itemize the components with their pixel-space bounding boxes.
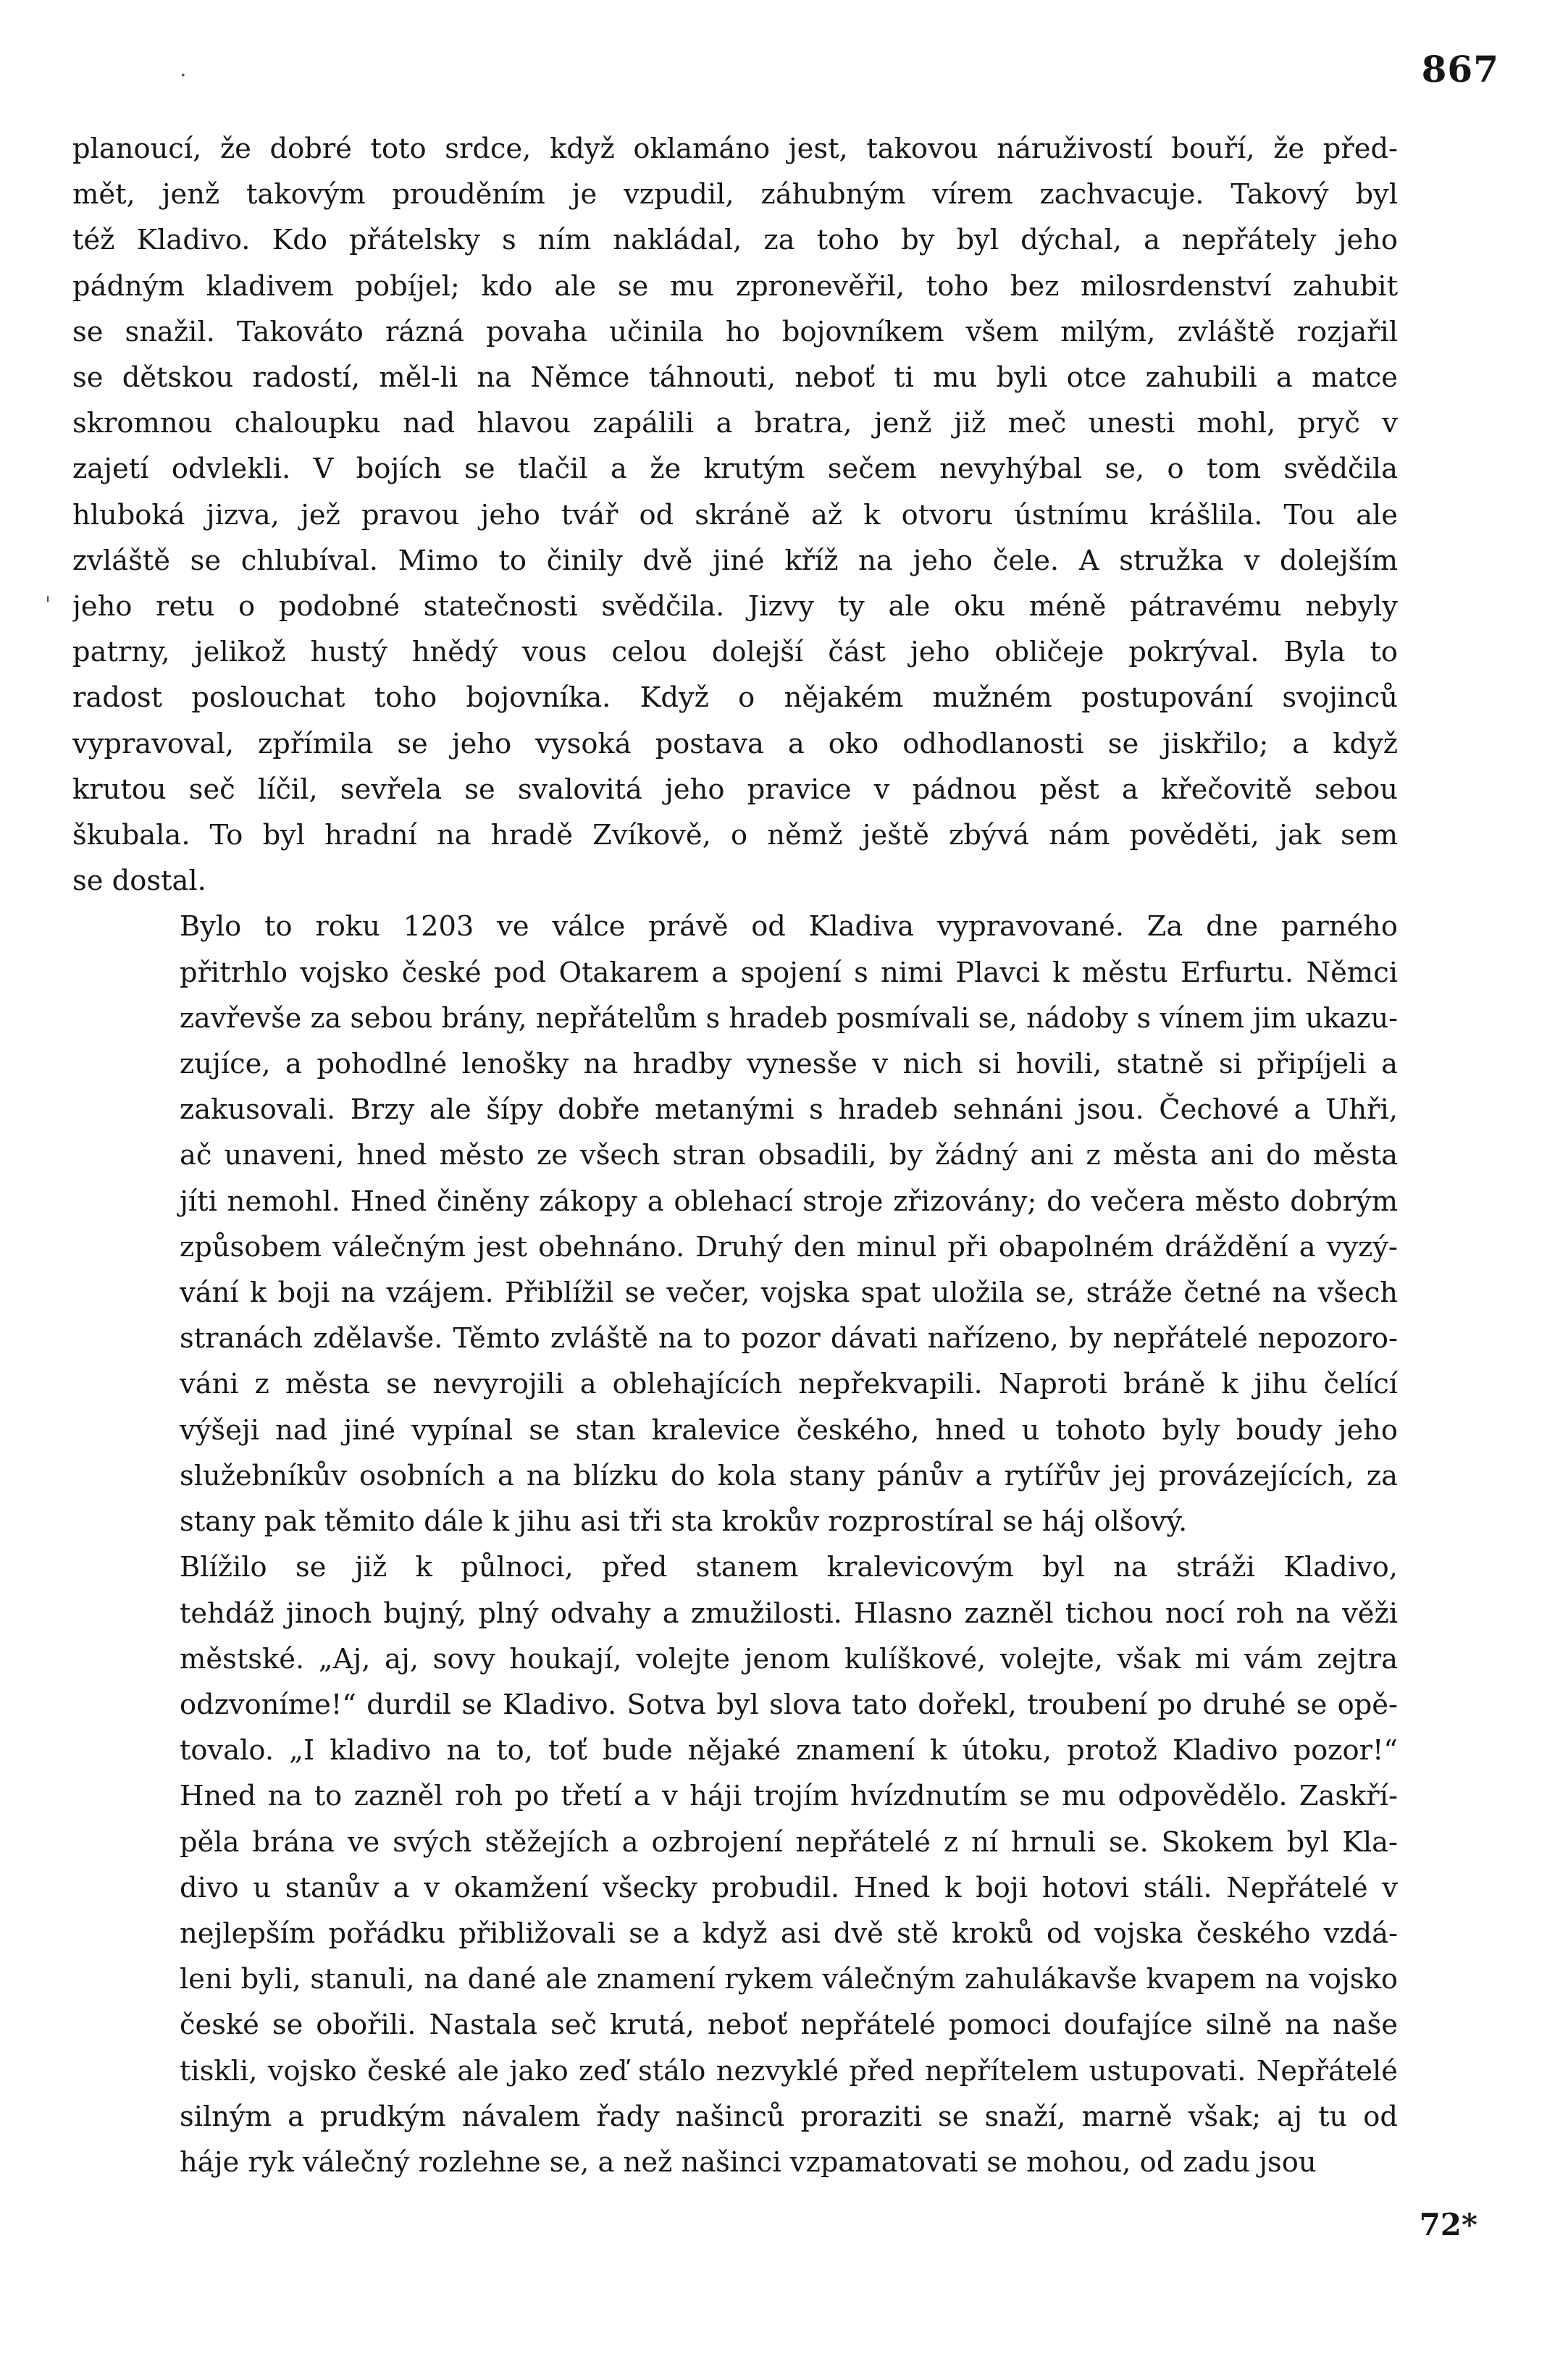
text-line: tiskli, vojsko české ale jako zeď stálo nezvyklé před nepřítelem ustupovati. Nepřátelé	[180, 2054, 1398, 2087]
text-line: způsobem válečným jest obehnáno. Druhý den minul při obapolném dráždění a vyzý-	[180, 1230, 1398, 1263]
text-line: Hned na to zazněl roh po třetí a v háji trojím hvízdnutím se mu odpovědělo. Zaskří-	[180, 1780, 1398, 1813]
text-line: též Kladivo. Kdo přátelsky s ním nakládal, za toho by byl dýchal, a nepřátely jeho	[72, 224, 1398, 257]
body-text	[72, 126, 1398, 2185]
text-line: planoucí, že dobré toto srdce, když oklamáno jest, takovou náruživostí bouří, že před-	[72, 133, 1398, 165]
text-line: škubala. To byl hradní na hradě Zvíkově, o němž ještě zbývá nám pověděti, jak sem	[72, 819, 1398, 852]
text-line: zvláště se chlubíval. Mimo to činily dvě jiné kříž na jeho čele. A stružka v dolejším	[72, 544, 1398, 577]
text-line: silným a prudkým návalem řady našinců proraziti se snaží, marně však; aj tu od	[180, 2100, 1398, 2133]
text-line: služebníkův osobních a na blízku do kola stany pánův a rytířův jej provázejících, za	[180, 1459, 1398, 1492]
text-line: krutou seč líčil, sevřela se svalovitá jeho pravice v pádnou pěst a křečovitě sebou	[72, 773, 1398, 806]
stray-mark: .	[180, 56, 187, 82]
text-line: leni byli, stanuli, na dané ale znamení rykem válečným zahulákavše kvapem na vojsko	[180, 1963, 1398, 1996]
text-line: se snažil. Takováto rázná povaha učinila ho bojovníkem všem milým, zvláště rozjařil	[72, 315, 1398, 348]
text-line: tehdáž jinoch bujný, plný odvahy a zmužilosti. Hlasno zazněl tichou nocí roh na věži	[180, 1597, 1398, 1630]
text-line: přitrhlo vojsko české pod Otakarem a spojení s nimi Plavci k městu Erfurtu. Němci	[180, 956, 1398, 989]
text-line: stranách zdělavše. Těmto zvláště na to pozor dávati nařízeno, by nepřátelé nepozoro-	[180, 1322, 1398, 1355]
text-line: jíti nemohl. Hned činěny zákopy a oblehací stroje zřizovány; do večera město dobrým	[180, 1185, 1398, 1218]
paragraph	[72, 904, 1398, 1544]
text-line: vypravoval, zpřímila se jeho vysoká postava a oko odhodlanosti se jiskřilo; a když	[72, 727, 1398, 760]
text-line: vání k boji na vzájem. Přiblížil se večer, vojska spat uložila se, stráže četné na všech	[180, 1277, 1398, 1310]
text-line: tovalo. „I kladivo na to, toť bude nějaké znamení k útoku, protož Kladivo pozor!“	[180, 1734, 1398, 1767]
stray-mark: '	[45, 592, 51, 618]
text-line: mět, jenž takovým prouděním je vzpudil, záhubným vírem zachvacuje. Takový byl	[72, 178, 1398, 211]
text-line: Bylo to roku 1203 ve válce právě od Kladiva vypravované. Za dne parného	[180, 910, 1398, 943]
text-line: stany pak těmito dále k jihu asi tři sta krokův rozprostíral se háj olšový.	[180, 1505, 1188, 1539]
text-line: se dětskou radostí, měl-li na Němce táhnouti, neboť ti mu byli otce zahubili a matce	[72, 361, 1398, 395]
text-line: háje ryk válečný rozlehne se, a než našinci vzpamatovati se mohou, od zadu jsou	[180, 2145, 1317, 2179]
text-line: nejlepším pořádku přibližovali se a když asi dvě stě kroků od vojska českého vzdá-	[180, 1917, 1398, 1950]
text-line: pádným kladivem pobíjel; kdo ale se mu zpronevěřil, toho bez milosrdenství zahubit	[72, 269, 1398, 303]
signature-mark: 72*	[1419, 2207, 1477, 2242]
text-line: zujíce, a pohodlné lenošky na hradby vynesše v nich si hovili, statně si připíjeli a	[180, 1048, 1398, 1081]
text-line: pěla brána ve svých stěžejích a ozbrojení nepřátelé z ní hrnuli se. Skokem byl Kla-	[180, 1825, 1398, 1859]
paragraph	[72, 126, 1398, 904]
text-line: divo u stanův a v okamžení všecky probudil. Hned k boji hotovi stáli. Nepřátelé v	[180, 1871, 1398, 1904]
text-line: odzvoníme!“ durdil se Kladivo. Sotva byl slova tato dořekl, troubení po druhé se opě-	[180, 1688, 1398, 1721]
text-line: radost poslouchat toho bojovníka. Když o nějakém mužném postupování svojinců	[72, 681, 1398, 715]
text-line: městské. „Aj, aj, sovy houkají, volejte jenom kulíškové, volejte, však mi vám zejtra	[180, 1642, 1398, 1675]
page-number: 867	[1421, 48, 1499, 91]
text-line: Blížilo se již k půlnoci, před stanem kralevicovým byl na stráži Kladivo,	[180, 1551, 1398, 1584]
text-line: ač unaveni, hned město ze všech stran obsadili, by žádný ani z města ani do města	[180, 1139, 1398, 1172]
text-line: zakusovali. Brzy ale šípy dobře metanými s hradeb sehnáni jsou. Čechové a Uhři,	[180, 1093, 1398, 1127]
text-line: hluboká jizva, jež pravou jeho tvář od skráně až k otvoru ústnímu krášlila. Tou ale	[72, 498, 1398, 531]
text-line: zajetí odvlekli. V bojích se tlačil a že krutým sečem nevyhýbal se, o tom svědčila	[72, 453, 1398, 486]
text-line: zavřevše za sebou brány, nepřátelům s hradeb posmívali se, nádoby s vínem jim ukazu-	[180, 1001, 1398, 1034]
text-line: se dostal.	[72, 865, 206, 898]
text-line: skromnou chaloupku nad hlavou zapálili a bratra, jenž již meč unesti mohl, pryč v	[72, 407, 1398, 440]
text-line: patrny, jelikož hustý hnědý vous celou dolejší část jeho obličeje pokrýval. Byla to	[72, 636, 1398, 669]
text-line: jeho retu o podobné statečnosti svědčila. Jizvy ty ale oku méně pátravému nebyly	[72, 590, 1398, 623]
text-line: váni z města se nevyrojili a oblehajících nepřekvapili. Naproti bráně k jihu čelící	[180, 1368, 1398, 1401]
paragraph	[72, 1544, 1398, 2185]
text-line: české se obořili. Nastala seč krutá, neboť nepřátelé pomoci doufajíce silně na naše	[180, 2009, 1398, 2042]
text-line: výšeji nad jiné vypínal se stan kralevice českého, hned u tohoto byly boudy jeho	[180, 1413, 1398, 1447]
